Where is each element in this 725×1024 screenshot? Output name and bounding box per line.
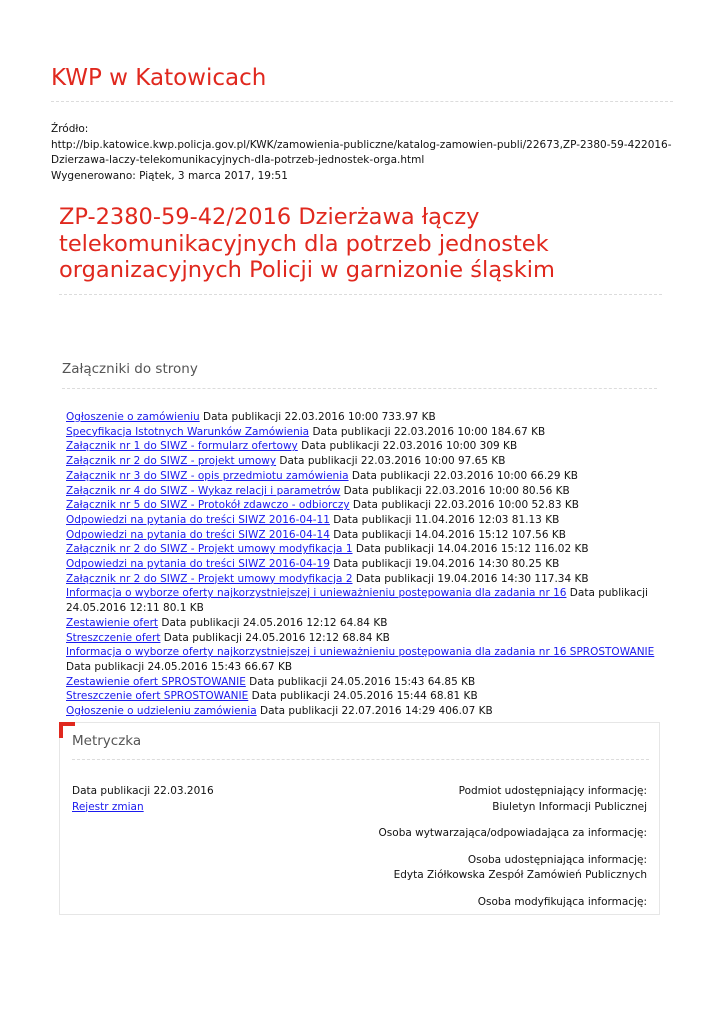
attachments-divider: [62, 388, 657, 389]
attachment-link[interactable]: Załącznik nr 2 do SIWZ - Projekt umowy modyfikacja 1: [66, 543, 353, 556]
attachment-link[interactable]: Załącznik nr 2 do SIWZ - projekt umowy: [66, 455, 277, 468]
attachment-info: Data publikacji 24.05.2016 15:44 68.81 KB: [248, 690, 478, 703]
attachment-item: [66, 439, 666, 454]
attachment-info: Data publikacji 22.03.2016 10:00 733.97 KB: [199, 411, 436, 423]
attachment-link[interactable]: Załącznik nr 4 do SIWZ - Wykaz relacji i parametrów: [66, 484, 341, 497]
attachment-link[interactable]: Informacja o wyborze oferty najkorzystniejszej i unieważnieniu postępowania dla zadania nr 16 SPROSTOWANIE: [66, 646, 655, 659]
attachment-info: Data publikacji 14.04.2016 15:12 116.02 KB: [352, 543, 589, 556]
author-label: Osoba wytwarzająca/odpowiadająca za informację:: [378, 827, 647, 839]
attachment-info: Data publikacji 22.03.2016 10:00 66.29 KB: [348, 469, 578, 482]
modifier-block: [327, 895, 647, 911]
attachment-item: [66, 410, 666, 425]
attachment-item: [66, 645, 666, 674]
provider-block: [327, 784, 647, 815]
attachment-link[interactable]: Odpowiedzi na pytania do treści SIWZ 2016-04-14: [66, 528, 330, 541]
attachment-info: Data publikacji 22.03.2016 10:00 80.56 KB: [340, 484, 570, 497]
attachment-info: Data publikacji 22.03.2016 10:00 97.65 KB: [276, 455, 506, 468]
attachment-info: Data publikacji 22.03.2016 10:00 309 KB: [297, 440, 518, 453]
attachment-item: [66, 425, 666, 440]
source-label: Źródło:: [51, 123, 89, 135]
attachment-info: Data publikacji 22.03.2016 10:00 184.67 KB: [309, 425, 546, 438]
attachment-link[interactable]: Załącznik nr 5 do SIWZ - Protokół zdawczo - odbiorczy: [66, 499, 350, 512]
site-title: KWP w Katowicach: [51, 65, 267, 91]
attachment-info: Data publikacji 24.05.2016 15:43 64.85 KB: [245, 675, 476, 688]
attachment-item: [66, 572, 666, 587]
document-meta: [51, 122, 676, 184]
provider-label: Podmiot udostępniający informację:: [458, 785, 647, 797]
attachment-info: Data publikacji 24.05.2016 12:12 64.84 KB: [158, 616, 388, 629]
publisher-label: Osoba udostępniająca informację:: [467, 853, 647, 866]
attachment-link[interactable]: Streszczenie ofert: [66, 631, 161, 644]
attachment-info: Data publikacji 24.05.2016 12:11 80.1 KB: [66, 587, 648, 615]
publication-date: Data publikacji 22.03.2016: [72, 785, 214, 797]
attachment-link[interactable]: Streszczenie ofert SPROSTOWANIE: [66, 690, 249, 703]
attachment-item: [66, 484, 666, 499]
changes-register-link[interactable]: Rejestr zmian: [72, 800, 144, 813]
metryczka-divider: [72, 759, 649, 760]
generated-timestamp: Wygenerowano: Piątek, 3 marca 2017, 19:51: [51, 169, 288, 182]
attachment-item: [66, 513, 666, 528]
provider-value: Biuletyn Informacji Publicznej: [492, 800, 647, 813]
metryczka-heading: Metryczka: [72, 733, 142, 749]
attachment-item: [66, 498, 666, 513]
publisher-block: [327, 853, 647, 884]
attachment-info: Data publikacji 24.05.2016 15:43 66.67 KB: [66, 660, 293, 673]
attachment-link[interactable]: Odpowiedzi na pytania do treści SIWZ 2016-04-19: [66, 558, 330, 571]
metryczka-panel: [59, 722, 660, 915]
attachment-link[interactable]: Ogłoszenie o udzieleniu zamówienia: [66, 705, 257, 718]
attachment-item: [66, 616, 666, 631]
attachment-link[interactable]: Informacja o wyborze oferty najkorzystniejszej i unieważnieniu postępowania dla zadania nr 16: [66, 587, 567, 600]
attachments-heading: Załączniki do strony: [62, 361, 198, 377]
attachment-item: [66, 542, 666, 557]
attachment-link[interactable]: Załącznik nr 1 do SIWZ - formularz ofertowy: [66, 440, 298, 453]
page-title: ZP-2380-59-42/2016 Dzierżawa łączy telekomunikacyjnych dla potrzeb jednostek organizacyjnych Policji w garnizonie śląskim: [59, 204, 555, 283]
attachment-item: [66, 675, 666, 690]
attachment-info: Data publikacji 19.04.2016 14:30 117.34 KB: [352, 572, 589, 585]
attachment-item: [66, 586, 666, 615]
attachment-link[interactable]: Ogłoszenie o zamówieniu: [66, 411, 200, 423]
metryczka-right: [327, 784, 647, 921]
attachment-link[interactable]: Zestawienie ofert SPROSTOWANIE: [66, 675, 246, 688]
author-block: [327, 826, 647, 842]
title-divider: [59, 294, 662, 295]
attachment-link[interactable]: Specyfikacja Istotnych Warunków Zamówienia: [66, 425, 310, 438]
attachment-info: Data publikacji 11.04.2016 12:03 81.13 KB: [329, 513, 560, 526]
metryczka-left: [72, 784, 214, 815]
attachment-info: Data publikacji 24.05.2016 12:12 68.84 KB: [160, 631, 390, 644]
attachment-link[interactable]: Załącznik nr 2 do SIWZ - Projekt umowy modyfikacja 2: [66, 572, 353, 585]
header-divider: [51, 101, 673, 102]
attachment-item: [66, 454, 666, 469]
attachment-link[interactable]: Odpowiedzi na pytania do treści SIWZ 2016-04-11: [66, 513, 330, 526]
attachment-item: [66, 704, 666, 719]
attachment-item: [66, 631, 666, 646]
attachment-info: Data publikacji 14.04.2016 15:12 107.56 KB: [329, 528, 566, 541]
source-url: http://bip.katowice.kwp.policja.gov.pl/KWK/zamowienia-publiczne/katalog-zamowien-publi/22673,ZP-2380-59-422016-Dzierzawa-laczy-telekomunikacyjnych-dla-potrzeb-jednostek-orga.html: [51, 138, 672, 166]
modifier-label: Osoba modyfikująca informację:: [477, 895, 647, 908]
attachment-info: Data publikacji 19.04.2016 14:30 80.25 KB: [329, 558, 560, 571]
attachment-info: Data publikacji 22.03.2016 10:00 52.83 KB: [349, 499, 579, 512]
attachment-item: [66, 689, 666, 704]
attachment-item: [66, 557, 666, 572]
attachment-item: [66, 528, 666, 543]
attachment-link[interactable]: Zestawienie ofert: [66, 616, 159, 629]
attachment-info: Data publikacji 22.07.2016 14:29 406.07 KB: [256, 705, 493, 718]
attachment-item: [66, 469, 666, 484]
attachment-link[interactable]: Załącznik nr 3 do SIWZ - opis przedmiotu zamówienia: [66, 469, 349, 482]
attachments-list: [66, 410, 666, 719]
publisher-value: Edyta Ziółkowska Zespół Zamówień Publicznych: [393, 869, 647, 881]
